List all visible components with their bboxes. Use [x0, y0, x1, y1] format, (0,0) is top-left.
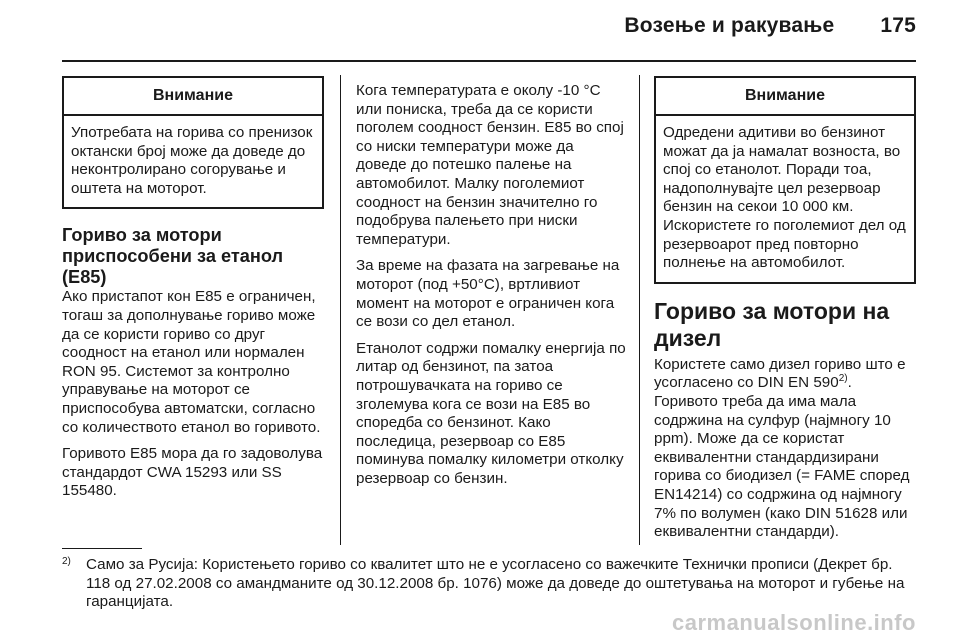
- section-title: Возење и ракување: [624, 14, 835, 37]
- paragraph: Кога температурата е околу -10 °C или пониска, треба да се користи поголем соодност бензин. E85 во спој со ниски температури може да доведе до потешко палење на автомобилот. Малку поголемиот соодност на бензин значително го подобрува палењето при ниски температури.: [356, 82, 624, 248]
- paragraph-text: . Горивото треба да има мала содржина на сулфур (најмногу 10 ppm). Може да се користат еквивалентни стандардизирани горива со биодизел (= FAME според EN14214) со содржина од најмногу 7% по волумен (како DIN 51628 или еквивалентни стандарди).: [654, 374, 910, 541]
- watermark: carmanualsonline.info: [672, 610, 916, 635]
- page-number: 175: [880, 14, 916, 37]
- section-heading-e85: Гориво за мотори приспособени за етанол (E85): [62, 225, 284, 288]
- column-separator-2: [639, 75, 640, 545]
- footnote-reference: 2): [838, 373, 848, 385]
- column-2: [356, 82, 628, 496]
- paragraph: Ако пристапот кон E85 е ограничен, тогаш за дополнување гориво може да се користи гориво со друг соодност на етанол или нормален RON 95. Системот за контролно управување на моторот се приспособува автоматски, согласно со количеството етанол во горивото.: [62, 288, 321, 436]
- warning-title: Внимание: [64, 78, 322, 116]
- warning-box: [62, 76, 324, 209]
- warning-text: Употребата на горива со пренизок октански број може да доведе до неконтролирано согорување и оштета на моторот.: [71, 124, 313, 197]
- paragraph: Етанолот содржи помалку енергија по литар од бензинот, па затоа потрошувачката на гориво се зголемува кога се вози на E85 во споредба со бензинот. Како последица, резервоар со E85 поминува помалку километри отколку резервоар со бензин.: [356, 339, 626, 487]
- column-3: [654, 76, 916, 550]
- header-rule: [62, 60, 916, 62]
- column-separator-1: [340, 75, 341, 545]
- warning-title: Внимание: [656, 78, 914, 116]
- page-header: [624, 14, 916, 38]
- footnote-text: Само за Русија: Користењето гориво со квалитет што не е усогласено со важечките Технички прописи (Декрет бр. 118 од 27.02.2008 со амандманите од 30.12.2008 бр. 1076) може да доведе до оштетувања на моторот и губење на гаранцијата.: [86, 556, 905, 611]
- paragraph: Горивото E85 мора да го задоволува стандардот CWA 15293 или SS 155480.: [62, 445, 323, 500]
- column-1: [62, 76, 324, 509]
- paragraph: За време на фазата на загревање на моторот (под +50°C), вртливиот момент на моторот е ограничен кога се вози со дел етанол.: [356, 257, 620, 331]
- warning-text: Одредени адитиви во бензинот можат да ја намалат возноста, во спој со етанолот. Поради тоа, надополнувајте цел резервоар бензин на секои 10 000 км. Искористете го поголемиот дел од резервоарот пред повторно полнење на автомобилот.: [663, 124, 906, 272]
- section-heading-diesel: Гориво за мотори на дизел: [654, 297, 890, 351]
- footnote-mark: 2): [62, 556, 71, 567]
- warning-box: [654, 76, 916, 284]
- paragraph: [654, 356, 916, 542]
- footnote-rule: [62, 548, 142, 549]
- footnote: [62, 556, 920, 612]
- paragraph-text: Користете само дизел гориво што е усогласено со DIN EN 590: [654, 355, 906, 392]
